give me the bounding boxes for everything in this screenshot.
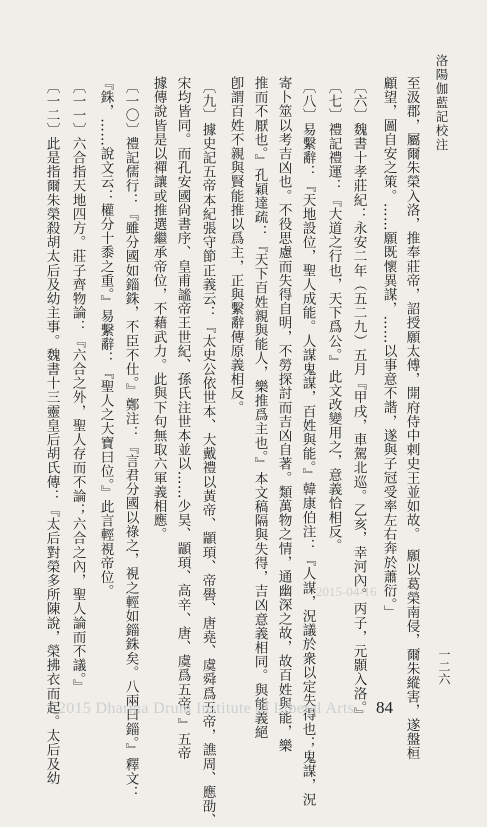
text-line-7: 推而不厭也。』孔穎達疏：『天下百姓親與能人，樂推爲主也。』本文稿隔與失得，吉凶意義相同。與能義絕 xyxy=(251,76,268,740)
note-7: 〔七〕禮記禮運：『大道之行也，天下爲公。』此文改變用之，意義恰相反。 xyxy=(325,80,342,553)
text-line-1: 至汲郡，屬爾朱榮入洛，推奉莊帝，詔授願太傅，開府侍中剌史王並如故。 願以葛榮南侵，爾朱縱害，遂盤桓 xyxy=(403,76,420,761)
text-line-2: 顧望，圖自安之策。……願既懷異謀，……以事意不諧，遂與子冠受率左右奔於蕭衍。」 xyxy=(380,76,397,620)
note-9: 〔九〕據史記五帝本紀張守節正義云：『太史公依世本、大戴禮以黃帝、顓頊、帝嚳、唐堯、虞舜爲五帝，譙周、應劭、 xyxy=(199,80,216,827)
watermark: 2015 Dharma Drum Institute of Liberal Arts xyxy=(58,700,355,717)
note-10: 〔一〇〕禮記儒行：『雖分國如錙銖，不臣不仕。』鄭注：『言君分國以祿之，視之輕如錙銖矣。八兩曰錙。』釋文： xyxy=(122,80,139,800)
watermark-date: 2015-04-16 xyxy=(316,584,377,599)
page-folio: 一二六 xyxy=(437,648,451,686)
text-line-10: 宋均皆同。而孔安國尙書序、皇甫謐帝王世紀、孫氏注世本並以……少昊、顓頊、高辛、唐、虞爲五帝。』五帝 xyxy=(174,76,191,761)
text-line-11: 據傳說皆是以禪讓或推選繼承帝位，不藉武力。此與下句無取六軍義相應。 xyxy=(150,76,167,542)
page-number: 84 xyxy=(376,698,393,717)
note-11: 〔一一〕六合指天地四方。莊子齊物論：『六合之外，聖人存而不論；六合之內，聖人論而不議。』 xyxy=(69,80,86,694)
note-12: 〔一二〕此是指爾朱榮殺胡太后及幼主事。魏書十三靈皇后胡氏傳：『太后對榮多所陳說，榮拂衣而起。太后及幼 xyxy=(43,80,60,785)
text-line-6: 寄卜筮以考吉凶也。不役思慮而失得自明，不勞探討而吉凶自著。類萬物之情，通幽深之故，故百姓與能，樂 xyxy=(275,76,292,753)
note-6: 〔六〕魏書十孝莊紀：永安二年（五二九）五月『甲戌，車駕北巡。乙亥，幸河內。丙子，元顥入洛。』 xyxy=(350,80,367,722)
text-line-13: 『銖，……說文云：權分十黍之重。』易繫辭：『聖人之大寶曰位。』此言輕視帝位。 xyxy=(97,76,114,599)
running-title: 洛陽伽藍記校注 xyxy=(434,54,449,152)
text-line-8: 卽謂百姓不親與賢能推以爲主，正與繫辭傳原義相反。 xyxy=(227,76,244,415)
note-8: 〔八〕易繫辭：『天地設位，聖人成能。人謀鬼謀，百姓與能。』韓康伯注：『人謀，況議於衆以定失得也；鬼謀，況 xyxy=(299,80,316,807)
